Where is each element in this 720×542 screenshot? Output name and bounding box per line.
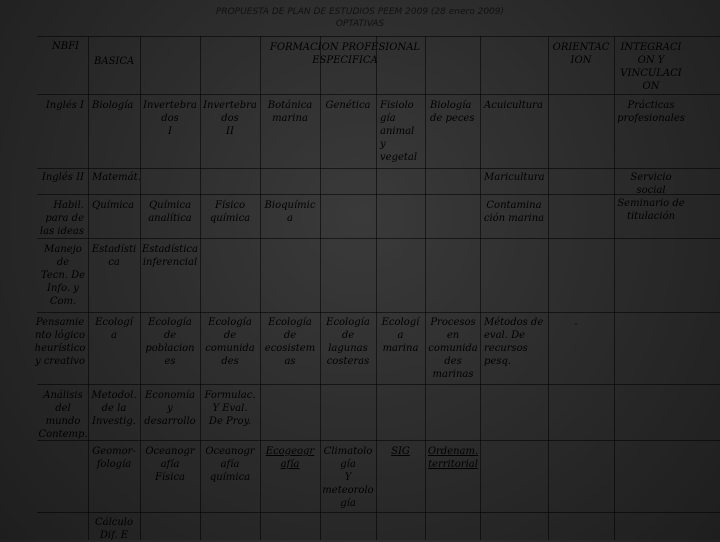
grid-hline (37, 512, 720, 513)
cell-maricultura: Maricultura (484, 172, 545, 183)
cell-pensamiento: Pensamie nto lógico heurístico y creativo (34, 317, 86, 367)
cell-ecologia-marina: Ecologí a marina (381, 317, 420, 354)
cell-metodos-eval: Métodos de eval. De recursos pesq. (484, 317, 544, 367)
header-nbfi: NBFI (52, 41, 79, 52)
cell-manejo-tic: Manejo de Tecn. De Info. y Com. (40, 244, 86, 307)
cell-bioquimica: Bioquímic a (264, 200, 316, 224)
cell-botanica-marina: Botánica marina (267, 100, 313, 124)
cell-ordenamiento: Ordenam. territorial (427, 446, 479, 470)
header-formacion: FORMACION PROFESIONAL ESPECIFICA (269, 42, 421, 66)
grid-vline (376, 36, 377, 540)
grid-hline (37, 312, 720, 313)
cell-servicio-social: Servicio social Seminario de titulación (617, 172, 685, 222)
cell-oceanografia-quimica: Oceanogr afía química (205, 446, 255, 483)
grid-hline (37, 94, 720, 95)
cell-ecogeografia: Ecogeogr afía (265, 446, 315, 470)
cell-ecologia: Ecologí a (95, 317, 133, 341)
cell-sig: SIG (391, 446, 410, 457)
cell-ecologia-ecosistemas: Ecología de ecosistem as (264, 317, 316, 367)
cell-dot: . (574, 317, 578, 328)
header-orientacion: ORIENTAC ION (552, 42, 610, 66)
cell-climatologia: Climatolo gía Y meteorolo gía (322, 446, 374, 509)
cell-biologia-peces: Biología de peces (430, 100, 475, 124)
cell-ecologia-comunidades: Ecología de comunida des (205, 317, 255, 367)
cell-invertebrados-1: Invertebra dos I (143, 100, 197, 137)
page-title (0, 6, 720, 30)
cell-biologia: Biología (92, 100, 134, 111)
cell-ecologia-lagunas: Ecología de lagunas costeras (326, 317, 370, 367)
title-line-1: PROPUESTA DE PLAN DE ESTUDIOS PEEM 2009 (28 enero 2009) (215, 7, 505, 17)
grid-hline (37, 238, 720, 239)
cell-estadistica: Estadísti ca (91, 244, 137, 268)
grid-vline (548, 36, 549, 540)
cell-calculo: Cálculo Dif. E (94, 517, 134, 541)
cell-genetica: Genética (325, 100, 371, 111)
cell-analisis-mundo: Análisis del mundo Contemp. (38, 390, 88, 440)
grid-vline (480, 36, 481, 540)
cell-metodologia: Metodol. de la Investig. (91, 390, 137, 427)
cell-practicas: Prácticas profesionales (617, 100, 685, 124)
cell-ecologia-poblaciones: Ecología de poblacion es (145, 317, 195, 367)
cell-acuicultura: Acuicultura (484, 100, 543, 111)
header-integracion: INTEGRACI ON Y VINCULACI ON (620, 42, 682, 92)
cell-ingles-2: Inglés II (41, 172, 84, 183)
grid-hline (37, 384, 720, 385)
cell-economia: Economía y desarrollo (144, 390, 196, 427)
cell-quimica: Química (92, 200, 135, 211)
cell-matematicas: Matemát. (92, 172, 141, 183)
grid-hline (37, 440, 720, 441)
grid-hline (37, 36, 720, 37)
cell-habilidades: Habil. para de las ideas (39, 200, 84, 237)
cell-invertebrados-2: Invertebra dos II (203, 100, 257, 137)
grid-hline (37, 168, 720, 169)
cell-formulacion: Formulac. Y Eval. De Proy. (204, 390, 256, 427)
cell-estadistica-inferencial: Estadística inferencial (142, 244, 198, 268)
header-basica: BASICA (94, 56, 135, 67)
cell-geomorfologia: Geomor- fología (92, 446, 136, 470)
cell-fisiologia: Fisiolo gía animal y vegetal (380, 100, 418, 163)
cell-ingles-1: Inglés I (45, 100, 84, 111)
title-line-2: OPTATIVAS (335, 19, 385, 29)
cell-oceanografia-fisica: Oceanogr afía Física (145, 446, 195, 483)
cell-procesos: Procesos en comunida des marinas (428, 317, 478, 380)
cell-fisicoquimica: Físico química (209, 200, 251, 224)
cell-quimica-analitica: Química analítica (148, 200, 192, 224)
cell-contaminacion: Contamina ción marina (483, 200, 545, 224)
